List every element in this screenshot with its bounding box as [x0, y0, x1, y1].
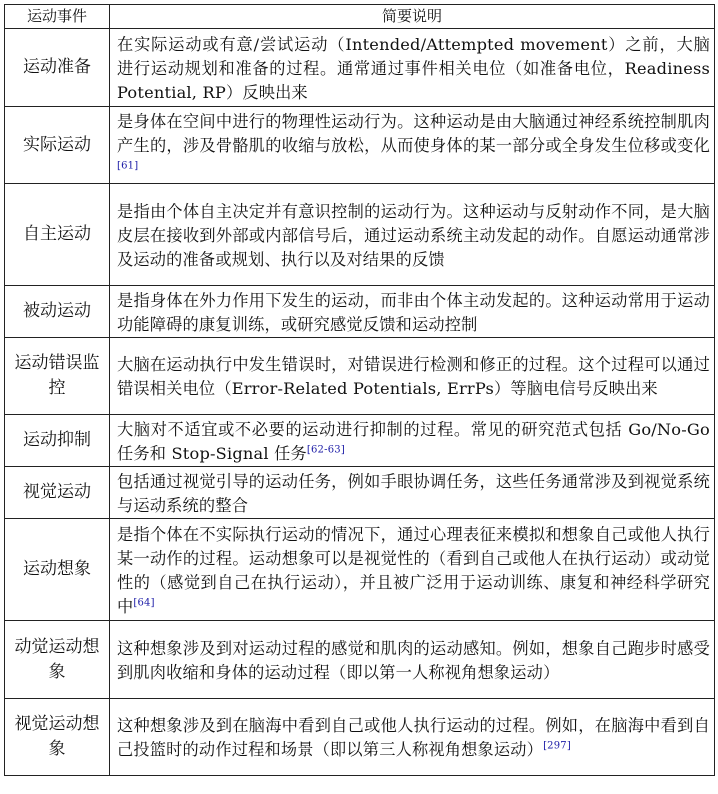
description-text: 是指身体在外力作用下发生的运动，而非由个体主动发起的。这种运动常用于运动功能障碍的康复训练，或研究感觉反馈和运动控制: [117, 290, 710, 334]
table-row: [5, 699, 715, 776]
row-description: [110, 338, 715, 415]
description-text: 大脑在运动执行中发生错误时，对错误进行检测和修正的过程。这个过程可以通过错误相关电位（Error-Related Potentials, ErrPs）等脑电信号反映出来: [117, 355, 710, 398]
table-row: [5, 107, 715, 184]
description-text: 是指由个体自主决定并有意识控制的运动行为。这种运动与反射动作不同，是大脑皮层在接收到外部或内部信号后，通过运动系统主动发起的动作。自愿运动通常涉及运动的准备或规划、执行以及对结果的反馈: [117, 201, 710, 269]
table-container: [4, 4, 714, 776]
motor-events-table: [4, 4, 715, 776]
row-event: 视觉运动想象: [5, 699, 110, 776]
row-event: 运动想象: [5, 519, 110, 621]
row-event: 运动抑制: [5, 415, 110, 467]
description-text: 是指个体在不实际执行运动的情况下，通过心理表征来模拟和想象自己或他人执行某一动作的过程。运动想象可以是视觉性的（看到自己或他人在执行运动）或动觉性的（感觉到自己在执行运动），并且被广泛用于运动训练、康复和神经科学研究中: [117, 524, 710, 616]
table-row: [5, 467, 715, 519]
citation-ref[interactable]: [61]: [117, 160, 139, 172]
row-description: [110, 415, 715, 467]
row-event: 视觉运动: [5, 467, 110, 519]
table-row: [5, 286, 715, 338]
row-description: [110, 286, 715, 338]
description-text: 这种想象涉及到对运动过程的感觉和肌肉的运动感知。例如，想象自己跑步时感受到肌肉收缩和身体的运动过程（即以第一人称视角想象运动）: [117, 638, 710, 682]
row-description: [110, 699, 715, 776]
citation-ref[interactable]: [64]: [133, 597, 155, 609]
citation-ref[interactable]: [62-63]: [306, 444, 345, 456]
table-row: [5, 621, 715, 699]
table-header-row: [5, 5, 715, 29]
table-row: [5, 184, 715, 286]
description-text: 这种想象涉及到在脑海中看到自己或他人执行运动的过程。例如，在脑海中看到自己投篮时的动作过程和场景（即以第三人称视角想象运动）: [117, 716, 710, 759]
row-event: 自主运动: [5, 184, 110, 286]
table-row: [5, 338, 715, 415]
row-event: 运动准备: [5, 29, 110, 107]
citation-ref[interactable]: [297]: [543, 740, 571, 752]
description-text: 是身体在空间中进行的物理性运动行为。这种运动是由大脑通过神经系统控制肌肉产生的，涉及骨骼肌的收缩与放松，从而使身体的某一部分或全身发生位移或变化: [117, 112, 710, 155]
table-row: [5, 29, 715, 107]
row-event: 被动运动: [5, 286, 110, 338]
row-description: [110, 107, 715, 184]
description-text: 包括通过视觉引导的运动任务，例如手眼协调任务，这些任务通常涉及到视觉系统与运动系统的整合: [117, 471, 710, 515]
row-description: [110, 29, 715, 107]
header-description: 简要说明: [110, 5, 715, 29]
row-description: [110, 467, 715, 519]
row-event: 运动错误监控: [5, 338, 110, 415]
row-event: 实际运动: [5, 107, 110, 184]
description-text: 大脑对不适宜或不必要的运动进行抑制的过程。常见的研究范式包括 Go/No-Go 任务和 Stop-Signal 任务: [117, 419, 710, 463]
description-text: 在实际运动或有意/尝试运动（Intended/Attempted movement）之前，大脑进行运动规划和准备的过程。通常通过事件相关电位（如准备电位，Readiness Potential, RP）反映出来: [117, 34, 710, 102]
row-description: [110, 519, 715, 621]
row-description: [110, 184, 715, 286]
row-description: [110, 621, 715, 699]
table-row: [5, 415, 715, 467]
table-row: [5, 519, 715, 621]
row-event: 动觉运动想象: [5, 621, 110, 699]
header-event: 运动事件: [5, 5, 110, 29]
